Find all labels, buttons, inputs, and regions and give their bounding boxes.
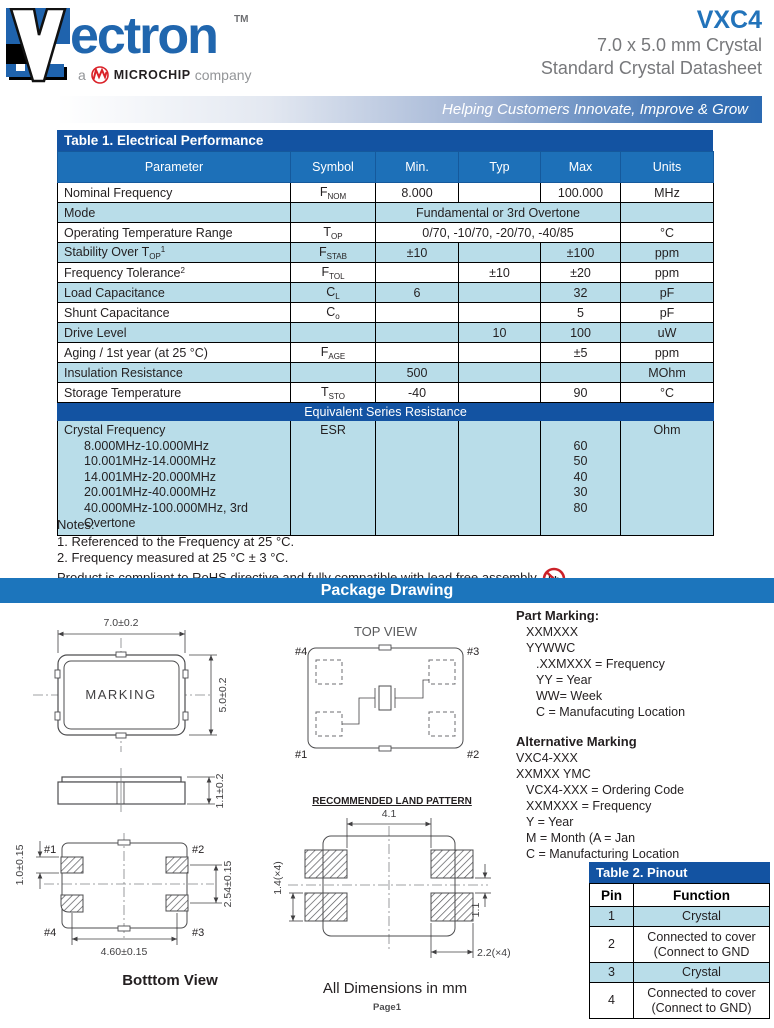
cell-max: 100 — [541, 323, 621, 343]
pin-label: #1 — [295, 749, 308, 761]
cell-min: ±10 — [376, 243, 459, 263]
cell-esr-symbol: ESR — [291, 421, 376, 536]
dimensions-note: All Dimensions in mm — [322, 980, 468, 997]
cell-units: ppm — [621, 263, 714, 283]
table1-row — [58, 363, 714, 383]
marking-label: MARKING — [85, 687, 157, 702]
cell-units: MHz — [621, 183, 714, 203]
pin-label: #1 — [44, 844, 57, 856]
table1-row — [58, 203, 714, 223]
cell-parameter: Drive Level — [58, 323, 291, 343]
table1-column-header: Max — [541, 152, 621, 183]
esr-max-value: 60 — [573, 438, 588, 453]
dim-pitch-horizontal: 4.60±0.15 — [100, 946, 148, 958]
dim-land-pad-width: 2.2(×4) — [477, 947, 511, 959]
cell-typ — [459, 363, 541, 383]
marking-line: VCX4-XXX = Ordering Code — [526, 783, 685, 797]
table2-row — [590, 907, 770, 927]
cell-min: 8.000 — [376, 183, 459, 203]
table1-row — [58, 303, 714, 323]
esr-max-value: 80 — [573, 500, 588, 515]
marking-line: C = Manufacuting Location — [536, 705, 686, 719]
dim-height: 5.0±0.2 — [217, 677, 229, 713]
table2-title: Table 2. Pinout — [589, 862, 770, 883]
cell-parameter: Insulation Resistance — [58, 363, 291, 383]
esr-range: 8.000MHz-10.000MHz — [84, 438, 210, 453]
cell-units: uW — [621, 323, 714, 343]
cell-units: pF — [621, 303, 714, 323]
cell-parameter: Aging / 1st year (at 25 °C) — [58, 343, 291, 363]
table2-row — [590, 927, 770, 963]
marking-line: XXMXXX = Frequency — [526, 799, 652, 813]
cell-units: pF — [621, 283, 714, 303]
land-pattern-drawing — [272, 808, 512, 970]
cell-max: 32 — [541, 283, 621, 303]
brand-sub-a: a — [78, 67, 86, 83]
marking-line: XXMXXX — [526, 625, 579, 639]
table1 — [57, 151, 714, 536]
dim-land-span: 4.1 — [381, 808, 397, 820]
cell-units: °C — [621, 383, 714, 403]
marking-line: YY = Year — [536, 673, 592, 687]
pin-label: #3 — [192, 927, 205, 939]
cell-symbol — [291, 363, 376, 383]
package-outline-drawing — [25, 610, 260, 828]
cell-symbol: $F_{AGE}$ — [291, 343, 376, 363]
marking-line: VXC4-XXX — [516, 751, 578, 765]
alt-marking-title: Alternative Marking — [516, 734, 637, 749]
esr-range: 10.001MHz-14.000MHz — [84, 454, 217, 468]
marking-line: YYWWC — [526, 641, 576, 655]
cell-min — [376, 263, 459, 283]
esr-max-value: 50 — [573, 454, 588, 468]
esr-banner-row — [58, 403, 714, 421]
cell-typ — [459, 183, 541, 203]
cell-typ — [459, 343, 541, 363]
cell-typ — [459, 303, 541, 323]
dim-land-pad-height: 1.4(×4) — [272, 861, 284, 895]
table1-column-header: Symbol — [291, 152, 376, 183]
cell-symbol: $C_o$ — [291, 303, 376, 323]
pin-label: #2 — [192, 844, 205, 856]
microchip-company-line — [78, 66, 252, 84]
esr-range: 14.001MHz-20.000MHz — [84, 469, 217, 484]
cell-units: °C — [621, 223, 714, 243]
cell-parameter: Stability Over $T_{OP}^1$ — [58, 243, 291, 263]
table1-column-header: Parameter — [58, 152, 291, 183]
package-drawing-banner: Package Drawing — [0, 578, 774, 603]
table1-row — [58, 323, 714, 343]
esr-banner: Equivalent Series Resistance — [58, 403, 714, 421]
cell-units: MOhm — [621, 363, 714, 383]
table1-column-header: Min. — [376, 152, 459, 183]
cell-typ — [459, 243, 541, 263]
trademark-symbol: TM — [234, 14, 249, 25]
dim-pitch-vertical: 2.54±0.15 — [222, 860, 234, 908]
cell-function — [634, 963, 770, 983]
dim-thickness: 1.1±0.2 — [214, 773, 226, 809]
esr-param-title: Crystal Frequency — [64, 423, 166, 437]
microchip-icon — [90, 66, 110, 84]
cell-units: ppm — [621, 243, 714, 263]
table1-row — [58, 343, 714, 363]
table1-electrical-performance — [57, 130, 713, 536]
cell-typ — [459, 383, 541, 403]
pin-label: #4 — [44, 927, 57, 939]
cell-symbol: $F_{NOM}$ — [291, 183, 376, 203]
cell-symbol: $F_{STAB}$ — [291, 243, 376, 263]
cell-min — [376, 343, 459, 363]
cell-parameter: Operating Temperature Range — [58, 223, 291, 243]
table2-column-header: Function — [634, 884, 770, 907]
table2-header-row — [590, 884, 770, 907]
vectron-logo-icon — [6, 8, 72, 88]
marking-line: Y = Year — [526, 815, 574, 829]
dim-width: 7.0±0.2 — [103, 617, 139, 629]
cell-symbol: $T_{STO}$ — [291, 383, 376, 403]
esr-range: 20.001MHz-40.000MHz — [84, 485, 217, 499]
table1-row — [58, 383, 714, 403]
part-marking-title: Part Marking: — [516, 608, 600, 623]
part-marking-section — [516, 608, 771, 862]
function-line: Connected to cover — [647, 985, 756, 1000]
function-line: Connected to cover — [647, 929, 756, 944]
cell-pin: 2 — [590, 927, 634, 963]
cell-symbol: $F_{TOL}$ — [291, 263, 376, 283]
vectron-logo — [6, 4, 306, 90]
cell-typ — [459, 283, 541, 303]
bottom-view-caption: Botttom View — [122, 972, 218, 989]
note-line-1: 1. Referenced to the Frequency at 25 °C. — [57, 533, 295, 549]
product-subtitle-2: Standard Crystal Datasheet — [540, 58, 762, 78]
bottom-view-drawing — [14, 833, 264, 968]
cell-symbol: $C_L$ — [291, 283, 376, 303]
esr-max-value: 40 — [573, 469, 588, 484]
cell-parameter: Shunt Capacitance — [58, 303, 291, 323]
dim-land-gap: 1.1 — [470, 902, 482, 918]
table1-row — [58, 243, 714, 263]
cell-parameter: Nominal Frequency — [58, 183, 291, 203]
pin-label: #4 — [295, 646, 308, 658]
table1-title: Table 1. Electrical Performance — [57, 130, 713, 151]
cell-max: ±5 — [541, 343, 621, 363]
marking-line: .XXMXXX = Frequency — [536, 657, 665, 671]
product-header — [541, 6, 762, 80]
marking-line: C = Manufacturing Location — [526, 847, 680, 861]
cell-min — [376, 323, 459, 343]
table2-column-header: Pin — [590, 884, 634, 907]
cell-min — [376, 303, 459, 323]
part-marking-lines — [516, 624, 771, 720]
top-view-drawing — [283, 640, 488, 765]
tagline-banner: Helping Customers Innovate, Improve & Grow — [57, 96, 762, 123]
table2 — [589, 883, 770, 1019]
table1-header-row — [58, 152, 714, 183]
table1-column-header: Units — [621, 152, 714, 183]
product-subtitle-1: 7.0 x 5.0 mm Crystal — [596, 35, 762, 55]
cell-symbol — [291, 323, 376, 343]
alt-marking-lines — [516, 750, 771, 862]
cell-min: -40 — [376, 383, 459, 403]
cell-units: ppm — [621, 343, 714, 363]
cell-min: 6 — [376, 283, 459, 303]
function-line: (Connect to GND — [653, 944, 750, 959]
table1-column-header: Typ — [459, 152, 541, 183]
table1-row — [58, 223, 714, 243]
note-line-2: 2. Frequency measured at 25 °C ± 3 °C. — [57, 550, 289, 565]
top-view-label: TOP VIEW — [353, 624, 418, 639]
product-name: VXC4 — [696, 6, 762, 34]
pin-label: #3 — [467, 646, 480, 658]
table2-pinout — [589, 862, 770, 1019]
cell-pin: 3 — [590, 963, 634, 983]
cell-max: 100.000 — [541, 183, 621, 203]
cell-max — [541, 363, 621, 383]
cell-function — [634, 983, 770, 1019]
cell-max: 90 — [541, 383, 621, 403]
cell-typ: 10 — [459, 323, 541, 343]
cell-parameter: Mode — [58, 203, 291, 223]
pin-label: #2 — [467, 749, 480, 761]
cell-parameter: Storage Temperature — [58, 383, 291, 403]
brand-wordmark: ectron — [70, 7, 217, 65]
cell-typ: ±10 — [459, 263, 541, 283]
marking-line: M = Month (A = Jan — [526, 831, 636, 845]
function-line: Crystal — [682, 965, 721, 979]
cell-esr-units: Ohm — [621, 421, 714, 536]
cell-parameter: Load Capacitance — [58, 283, 291, 303]
notes-title: Notes: — [57, 517, 95, 532]
cell-pin: 4 — [590, 983, 634, 1019]
table2-row — [590, 983, 770, 1019]
page-number: Page1 — [373, 1002, 401, 1013]
cell-function — [634, 907, 770, 927]
microchip-name: MICROCHIP — [113, 68, 191, 82]
cell-merged: Fundamental or 3rd Overtone — [376, 203, 621, 223]
cell-max: ±100 — [541, 243, 621, 263]
esr-max-value: 30 — [573, 485, 588, 499]
cell-symbol — [291, 203, 376, 223]
cell-units — [621, 203, 714, 223]
cell-merged: 0/70, -10/70, -20/70, -40/85 — [376, 223, 621, 243]
cell-parameter: Frequency Tolerance$^2$ — [58, 263, 291, 283]
cell-min: 500 — [376, 363, 459, 383]
function-line: (Connect to GND) — [651, 1000, 752, 1015]
dim-pad-height: 1.0±0.15 — [14, 844, 26, 886]
marking-line: WW= Week — [536, 689, 603, 703]
cell-function — [634, 927, 770, 963]
brand-sub-company: company — [194, 67, 252, 83]
table1-row — [58, 183, 714, 203]
marking-line: XXMXX YMC — [516, 767, 591, 781]
esr-range: 40.000MHz-100.000MHz, 3rd Overtone — [84, 500, 248, 530]
function-line: Crystal — [682, 909, 721, 923]
cell-symbol: $T_{OP}$ — [291, 223, 376, 243]
cell-max: ±20 — [541, 263, 621, 283]
cell-max: 5 — [541, 303, 621, 323]
cell-pin: 1 — [590, 907, 634, 927]
table1-row — [58, 283, 714, 303]
table1-row — [58, 263, 714, 283]
table2-row — [590, 963, 770, 983]
land-pattern-label: RECOMMENDED LAND PATTERN — [312, 796, 472, 807]
